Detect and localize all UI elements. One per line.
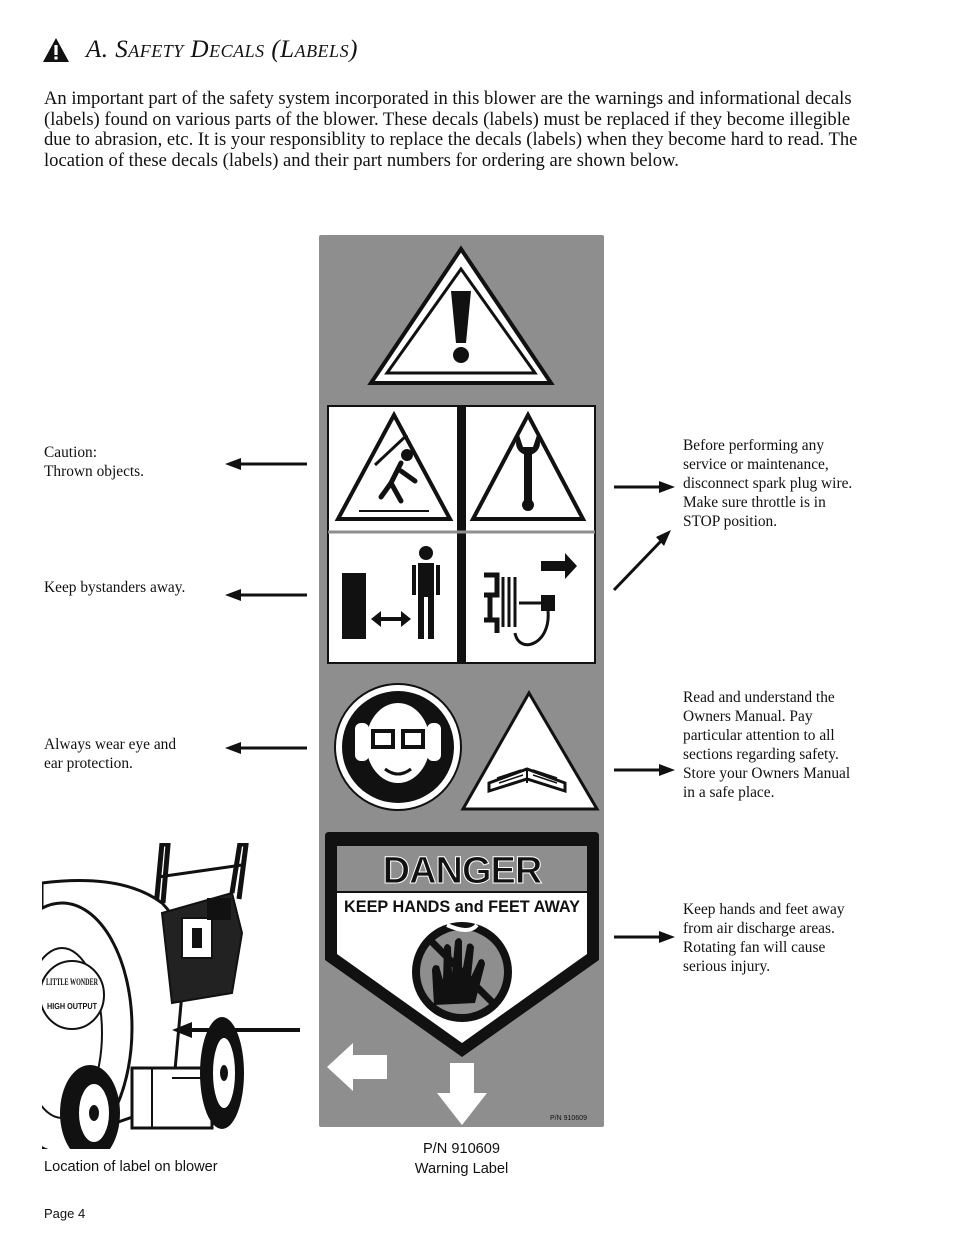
- danger-text: DANGER: [382, 850, 542, 892]
- page-number: Page 4: [44, 1206, 86, 1221]
- arrow-thrown-objects: [225, 458, 307, 470]
- arrow-eye-ear: [225, 742, 307, 754]
- blower-brand-text: LITTLE WONDER: [46, 977, 99, 987]
- callout-hands-feet: Keep hands and feet away from air discharge areas. Rotating fan will cause serious injury.: [683, 901, 845, 975]
- callout-eye-ear: Always wear eye and ear protection.: [44, 736, 177, 772]
- section-title: A. Safety Decals (Labels): [86, 36, 358, 63]
- eye-ear-protection-icon: [335, 684, 461, 810]
- caption-part-name: Warning Label: [414, 1161, 509, 1177]
- arrow-service-diagonal: [614, 530, 671, 590]
- callout-manual: Read and understand the Owners Manual. Pay particular attention to all sections regarding safety. Store your Owners Manual in a safe place.: [683, 689, 851, 801]
- blower-brand-sub-text: HIGH OUTPUT: [47, 1002, 98, 1011]
- keep-hands-text: KEEP HANDS and FEET AWAY: [344, 897, 581, 916]
- callout-bystanders: Keep bystanders away.: [44, 579, 186, 596]
- caption-location: Location of label on blower: [44, 1159, 218, 1175]
- no-hands-icon: [412, 922, 512, 1022]
- blower-illustration: [42, 843, 304, 1149]
- arrow-hands-feet: [614, 931, 675, 943]
- intro-paragraph: An important part of the safety system incorporated in this blower are the warnings and informational decals (labels) found on various parts of the blower. These decals (labels) must be replaced if they become illegible due to abrasion, etc. It is your responsiblity to replace the decals (labels) when they become hard to read. The location of these decals (labels) and their part numbers for ordering are shown below.: [44, 88, 858, 171]
- arrow-service: [614, 481, 675, 493]
- arrow-manual: [614, 764, 675, 776]
- callout-thrown-objects: Caution: Thrown objects.: [44, 444, 145, 480]
- decal-part-number: P/N 910609: [550, 1115, 587, 1122]
- callout-service: Before performing any service or maintenance, disconnect spark plug wire. Make sure throttle is in STOP position.: [683, 437, 853, 530]
- rear-wheel: [200, 1017, 244, 1129]
- warning-label-decal: [319, 235, 604, 1127]
- little-wonder-emblem: [42, 961, 104, 1029]
- caption-part-number: P/N 910609: [422, 1141, 501, 1157]
- arrow-bystanders: [225, 589, 307, 601]
